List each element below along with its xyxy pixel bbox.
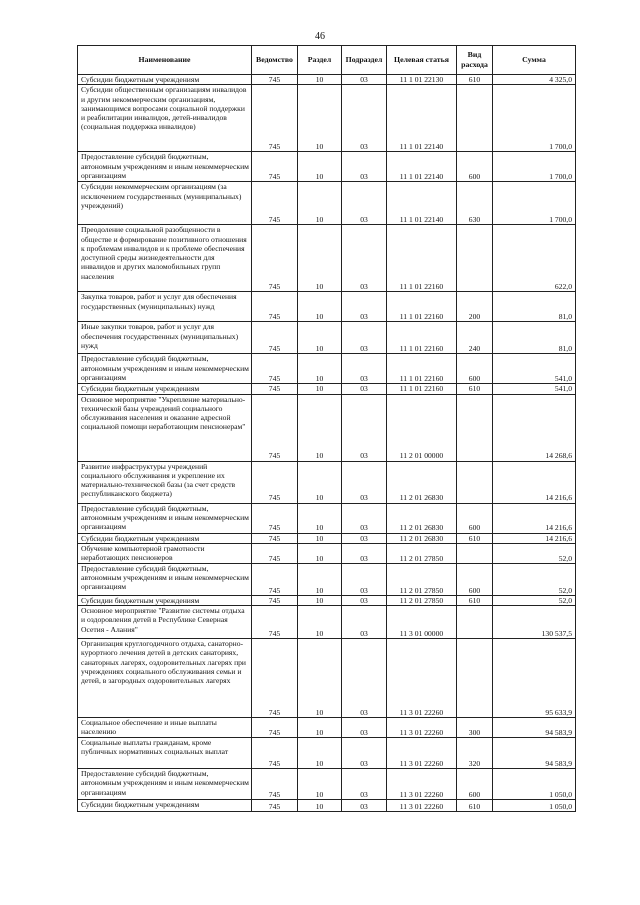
row-vedomstvo: 745 bbox=[252, 639, 298, 718]
table-row bbox=[78, 322, 576, 354]
row-podrazdel: 03 bbox=[342, 606, 387, 639]
row-celevaya-statya: 11 3 01 00000 bbox=[387, 606, 457, 639]
row-name: Субсидии общественным организациям инвалидов и другим некоммерческим организациям, занимающимся вопросами социальной поддержки и реабилитации инвалидов, детей-инвалидов (социальная поддержка инвалидов) bbox=[78, 85, 252, 152]
row-summa: 52,0 bbox=[493, 563, 576, 595]
row-vedomstvo: 745 bbox=[252, 461, 298, 503]
row-vedomstvo: 745 bbox=[252, 595, 298, 605]
table-row bbox=[78, 85, 576, 152]
table-row bbox=[78, 800, 576, 812]
row-celevaya-statya: 11 2 01 26830 bbox=[387, 503, 457, 533]
row-name: Организация круглогодичного отдыха, санаторно-курортного лечения детей в детских санаториях, санаторных лагерях, оздоровительных лагерях при учреждениях социального обслуживания семьи и детей, в загородных оздоровительных лагерях bbox=[78, 639, 252, 718]
row-vedomstvo: 745 bbox=[252, 543, 298, 563]
row-summa: 94 583,9 bbox=[493, 738, 576, 769]
row-vid-rashoda: 320 bbox=[457, 738, 493, 769]
row-vedomstvo: 745 bbox=[252, 354, 298, 384]
row-razdel: 10 bbox=[298, 75, 342, 85]
table-row bbox=[78, 384, 576, 394]
row-celevaya-statya: 11 2 01 26830 bbox=[387, 461, 457, 503]
table-row bbox=[78, 738, 576, 769]
row-summa: 14 216,6 bbox=[493, 503, 576, 533]
table-header-row bbox=[78, 46, 576, 75]
row-vid-rashoda bbox=[457, 394, 493, 461]
row-vid-rashoda: 600 bbox=[457, 354, 493, 384]
row-podrazdel: 03 bbox=[342, 394, 387, 461]
row-razdel: 10 bbox=[298, 639, 342, 718]
row-podrazdel: 03 bbox=[342, 225, 387, 292]
row-vedomstvo: 745 bbox=[252, 152, 298, 182]
row-podrazdel: 03 bbox=[342, 85, 387, 152]
row-vid-rashoda bbox=[457, 606, 493, 639]
table-row bbox=[78, 639, 576, 718]
row-celevaya-statya: 11 1 01 22160 bbox=[387, 322, 457, 354]
row-vid-rashoda bbox=[457, 461, 493, 503]
row-podrazdel: 03 bbox=[342, 800, 387, 812]
row-celevaya-statya: 11 1 01 22130 bbox=[387, 75, 457, 85]
row-name: Социальные выплаты гражданам, кроме публичных нормативных социальных выплат bbox=[78, 738, 252, 769]
row-vedomstvo: 745 bbox=[252, 85, 298, 152]
row-podrazdel: 03 bbox=[342, 152, 387, 182]
table-row bbox=[78, 182, 576, 225]
row-podrazdel: 03 bbox=[342, 384, 387, 394]
row-celevaya-statya: 11 3 01 22260 bbox=[387, 738, 457, 769]
row-summa: 14 216,6 bbox=[493, 461, 576, 503]
row-vedomstvo: 745 bbox=[252, 322, 298, 354]
row-name: Предоставление субсидий бюджетным, автономным учреждениям и иным некоммерческим организациям bbox=[78, 769, 252, 800]
row-name: Закупка товаров, работ и услуг для обеспечения государственных (муниципальных) нужд bbox=[78, 292, 252, 322]
row-razdel: 10 bbox=[298, 738, 342, 769]
table-row bbox=[78, 292, 576, 322]
table-row bbox=[78, 152, 576, 182]
row-vedomstvo: 745 bbox=[252, 384, 298, 394]
table-row bbox=[78, 461, 576, 503]
table-row bbox=[78, 394, 576, 461]
row-name: Предоставление субсидий бюджетным, автономным учреждениям и иным некоммерческим организациям bbox=[78, 563, 252, 595]
row-summa: 622,0 bbox=[493, 225, 576, 292]
header-vedomstvo: Ведомство bbox=[252, 46, 298, 75]
row-vedomstvo: 745 bbox=[252, 75, 298, 85]
header-name: Наименование bbox=[78, 46, 252, 75]
row-podrazdel: 03 bbox=[342, 595, 387, 605]
row-podrazdel: 03 bbox=[342, 718, 387, 738]
row-vid-rashoda: 610 bbox=[457, 595, 493, 605]
header-razdel: Раздел bbox=[298, 46, 342, 75]
row-vid-rashoda: 610 bbox=[457, 800, 493, 812]
table-row bbox=[78, 75, 576, 85]
row-summa: 81,0 bbox=[493, 322, 576, 354]
row-razdel: 10 bbox=[298, 533, 342, 543]
row-vedomstvo: 745 bbox=[252, 563, 298, 595]
row-vid-rashoda: 600 bbox=[457, 563, 493, 595]
row-vedomstvo: 745 bbox=[252, 225, 298, 292]
row-podrazdel: 03 bbox=[342, 461, 387, 503]
page-number: 46 bbox=[315, 31, 325, 42]
row-summa: 1 050,0 bbox=[493, 769, 576, 800]
row-vid-rashoda: 200 bbox=[457, 292, 493, 322]
row-vid-rashoda bbox=[457, 85, 493, 152]
table-row bbox=[78, 718, 576, 738]
row-celevaya-statya: 11 1 01 22160 bbox=[387, 384, 457, 394]
row-razdel: 10 bbox=[298, 606, 342, 639]
row-name: Социальное обеспечение и иные выплаты населению bbox=[78, 718, 252, 738]
row-razdel: 10 bbox=[298, 85, 342, 152]
row-celevaya-statya: 11 2 01 27850 bbox=[387, 543, 457, 563]
row-summa: 541,0 bbox=[493, 384, 576, 394]
row-vedomstvo: 745 bbox=[252, 394, 298, 461]
row-celevaya-statya: 11 3 01 22260 bbox=[387, 769, 457, 800]
row-podrazdel: 03 bbox=[342, 182, 387, 225]
row-vid-rashoda: 610 bbox=[457, 533, 493, 543]
row-summa: 81,0 bbox=[493, 292, 576, 322]
row-summa: 14 268,6 bbox=[493, 394, 576, 461]
budget-table bbox=[77, 45, 576, 812]
row-vedomstvo: 745 bbox=[252, 533, 298, 543]
row-podrazdel: 03 bbox=[342, 503, 387, 533]
row-vedomstvo: 745 bbox=[252, 738, 298, 769]
row-celevaya-statya: 11 1 01 22140 bbox=[387, 182, 457, 225]
row-razdel: 10 bbox=[298, 394, 342, 461]
row-podrazdel: 03 bbox=[342, 563, 387, 595]
row-celevaya-statya: 11 3 01 22260 bbox=[387, 639, 457, 718]
row-name: Основное мероприятие "Развитие системы отдыха и оздоровления детей в Республике Северная Осетия - Алания" bbox=[78, 606, 252, 639]
row-razdel: 10 bbox=[298, 354, 342, 384]
row-podrazdel: 03 bbox=[342, 292, 387, 322]
row-vedomstvo: 745 bbox=[252, 292, 298, 322]
row-razdel: 10 bbox=[298, 595, 342, 605]
row-razdel: 10 bbox=[298, 152, 342, 182]
row-vedomstvo: 745 bbox=[252, 718, 298, 738]
row-razdel: 10 bbox=[298, 769, 342, 800]
row-celevaya-statya: 11 1 01 22160 bbox=[387, 354, 457, 384]
row-vid-rashoda bbox=[457, 543, 493, 563]
row-vid-rashoda bbox=[457, 225, 493, 292]
row-vedomstvo: 745 bbox=[252, 606, 298, 639]
table-row bbox=[78, 595, 576, 605]
row-name: Субсидии бюджетным учреждениям bbox=[78, 384, 252, 394]
row-vid-rashoda: 300 bbox=[457, 718, 493, 738]
header-summa: Сумма bbox=[493, 46, 576, 75]
row-razdel: 10 bbox=[298, 292, 342, 322]
row-podrazdel: 03 bbox=[342, 533, 387, 543]
row-name: Основное мероприятие "Укрепление материально-технической базы учреждений социального обслуживания населения и оказание адресной социальной помощи неработающим пенсионерам" bbox=[78, 394, 252, 461]
row-name: Преодоление социальной разобщенности в обществе и формирование позитивного отношения к проблемам инвалидов и к проблеме обеспечения доступной среды жизнедеятельности для инвалидов и других маломобильных групп населения bbox=[78, 225, 252, 292]
row-name: Развитие инфраструктуры учреждений социального обслуживания и укрепление их материально-технической базы (за счет средств республиканского бюджета) bbox=[78, 461, 252, 503]
header-celevaya-statya: Целевая статья bbox=[387, 46, 457, 75]
row-razdel: 10 bbox=[298, 543, 342, 563]
table-row bbox=[78, 606, 576, 639]
row-podrazdel: 03 bbox=[342, 639, 387, 718]
row-name: Обучение компьютерной грамотности неработающих пенсионеров bbox=[78, 543, 252, 563]
row-celevaya-statya: 11 1 01 22160 bbox=[387, 292, 457, 322]
row-celevaya-statya: 11 2 01 27850 bbox=[387, 595, 457, 605]
row-vid-rashoda: 610 bbox=[457, 384, 493, 394]
row-vid-rashoda: 600 bbox=[457, 152, 493, 182]
row-summa: 52,0 bbox=[493, 595, 576, 605]
row-name: Иные закупки товаров, работ и услуг для обеспечения государственных (муниципальных) нужд bbox=[78, 322, 252, 354]
row-podrazdel: 03 bbox=[342, 769, 387, 800]
row-vid-rashoda: 600 bbox=[457, 769, 493, 800]
row-name: Субсидии некоммерческим организациям (за исключением государственных (муниципальных) учреждений) bbox=[78, 182, 252, 225]
row-name: Субсидии бюджетным учреждениям bbox=[78, 595, 252, 605]
row-vedomstvo: 745 bbox=[252, 503, 298, 533]
row-vedomstvo: 745 bbox=[252, 182, 298, 225]
row-vedomstvo: 745 bbox=[252, 769, 298, 800]
row-summa: 14 216,6 bbox=[493, 533, 576, 543]
row-razdel: 10 bbox=[298, 384, 342, 394]
row-razdel: 10 bbox=[298, 503, 342, 533]
row-summa: 1 700,0 bbox=[493, 182, 576, 225]
row-celevaya-statya: 11 3 01 22260 bbox=[387, 718, 457, 738]
table-row bbox=[78, 354, 576, 384]
row-podrazdel: 03 bbox=[342, 354, 387, 384]
row-summa: 95 633,9 bbox=[493, 639, 576, 718]
row-razdel: 10 bbox=[298, 182, 342, 225]
row-celevaya-statya: 11 2 01 27850 bbox=[387, 563, 457, 595]
row-celevaya-statya: 11 1 01 22140 bbox=[387, 85, 457, 152]
row-vid-rashoda: 630 bbox=[457, 182, 493, 225]
row-podrazdel: 03 bbox=[342, 322, 387, 354]
row-summa: 94 583,9 bbox=[493, 718, 576, 738]
row-vid-rashoda: 240 bbox=[457, 322, 493, 354]
row-summa: 52,0 bbox=[493, 543, 576, 563]
table-row bbox=[78, 533, 576, 543]
row-celevaya-statya: 11 3 01 22260 bbox=[387, 800, 457, 812]
row-name: Субсидии бюджетным учреждениям bbox=[78, 533, 252, 543]
table-row bbox=[78, 543, 576, 563]
row-name: Субсидии бюджетным учреждениям bbox=[78, 75, 252, 85]
row-name: Предоставление субсидий бюджетным, автономным учреждениям и иным некоммерческим организациям bbox=[78, 503, 252, 533]
row-summa: 4 325,0 bbox=[493, 75, 576, 85]
row-celevaya-statya: 11 2 01 00000 bbox=[387, 394, 457, 461]
header-vid-rashoda: Вид расхода bbox=[457, 46, 493, 75]
row-summa: 541,0 bbox=[493, 354, 576, 384]
row-name: Предоставление субсидий бюджетным, автономным учреждениям и иным некоммерческим организациям bbox=[78, 152, 252, 182]
row-summa: 1 700,0 bbox=[493, 85, 576, 152]
row-podrazdel: 03 bbox=[342, 543, 387, 563]
row-vid-rashoda: 600 bbox=[457, 503, 493, 533]
row-celevaya-statya: 11 2 01 26830 bbox=[387, 533, 457, 543]
table-row bbox=[78, 563, 576, 595]
row-celevaya-statya: 11 1 01 22160 bbox=[387, 225, 457, 292]
row-razdel: 10 bbox=[298, 718, 342, 738]
row-razdel: 10 bbox=[298, 322, 342, 354]
table-row bbox=[78, 503, 576, 533]
table-row bbox=[78, 769, 576, 800]
row-vid-rashoda bbox=[457, 639, 493, 718]
row-vid-rashoda: 610 bbox=[457, 75, 493, 85]
row-vedomstvo: 745 bbox=[252, 800, 298, 812]
row-summa: 1 700,0 bbox=[493, 152, 576, 182]
row-summa: 130 537,5 bbox=[493, 606, 576, 639]
row-razdel: 10 bbox=[298, 563, 342, 595]
row-celevaya-statya: 11 1 01 22140 bbox=[387, 152, 457, 182]
row-razdel: 10 bbox=[298, 461, 342, 503]
row-name: Субсидии бюджетным учреждениям bbox=[78, 800, 252, 812]
row-razdel: 10 bbox=[298, 800, 342, 812]
row-podrazdel: 03 bbox=[342, 738, 387, 769]
row-razdel: 10 bbox=[298, 225, 342, 292]
table-row bbox=[78, 225, 576, 292]
header-podrazdel: Подраздел bbox=[342, 46, 387, 75]
row-summa: 1 050,0 bbox=[493, 800, 576, 812]
row-name: Предоставление субсидий бюджетным, автономным учреждениям и иным некоммерческим организациям bbox=[78, 354, 252, 384]
row-podrazdel: 03 bbox=[342, 75, 387, 85]
